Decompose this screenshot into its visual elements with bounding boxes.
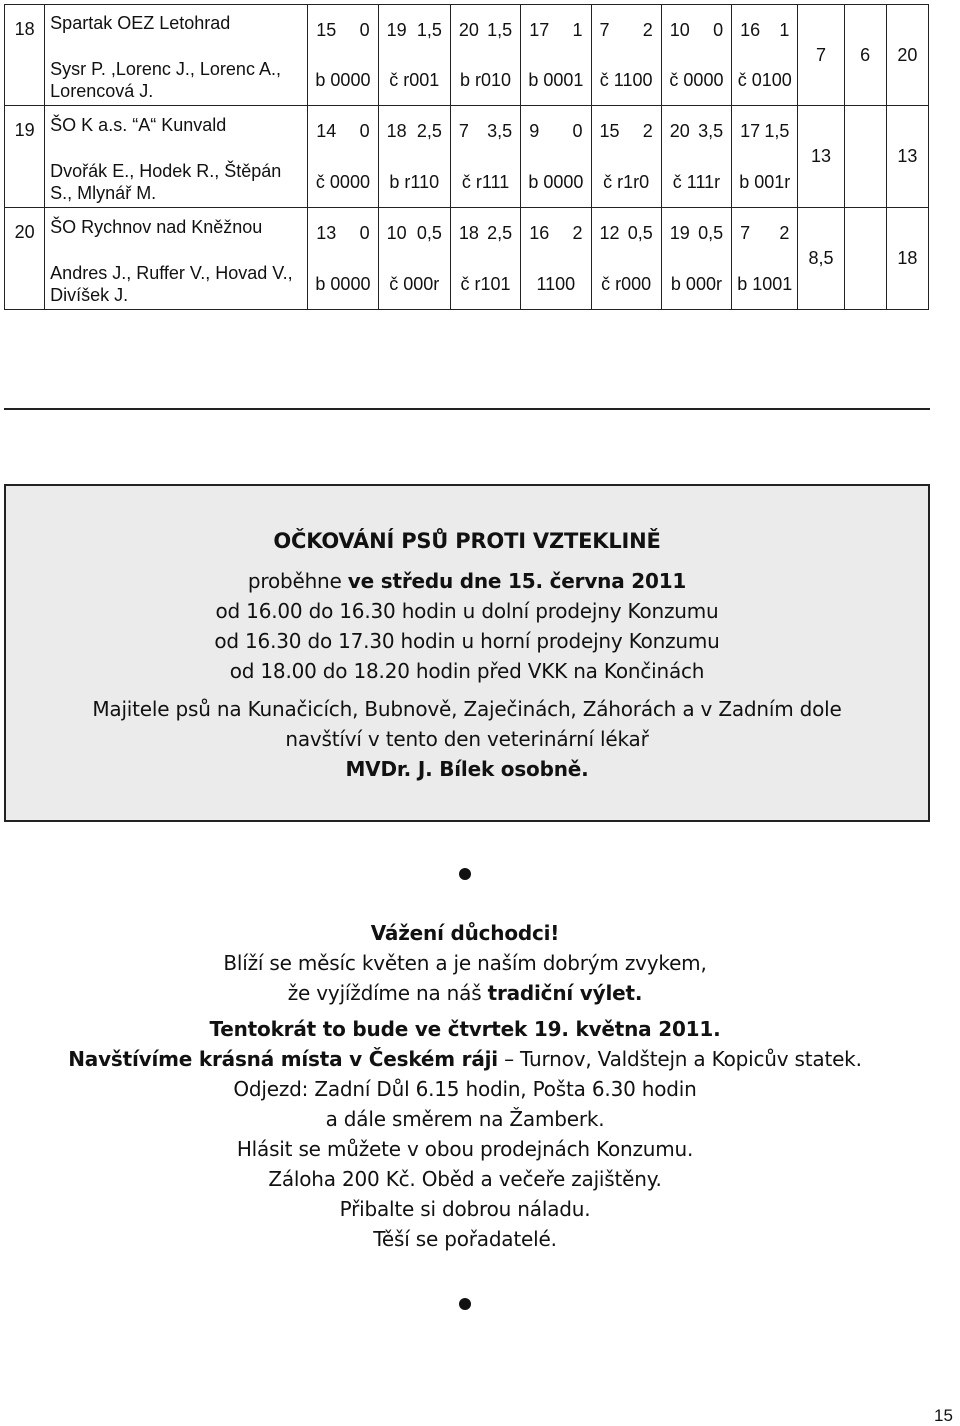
game-points: 7	[458, 121, 469, 141]
game-score: 3,5	[698, 121, 724, 141]
game-cell	[378, 5, 450, 106]
game-code: b 000r	[670, 273, 722, 294]
game-code: b 0000	[315, 273, 371, 294]
game-code: č 000r	[389, 273, 440, 294]
game-code: b 001r	[739, 171, 791, 192]
table-row	[5, 208, 929, 310]
game-score: 2,5	[487, 223, 513, 243]
notice-lead: proběhne ve středu dne 15. června 2011	[247, 569, 687, 593]
game-cell	[450, 208, 520, 310]
game-score: 0	[713, 19, 724, 40]
game-cell	[661, 5, 731, 106]
game-code: č r111	[461, 171, 510, 192]
trip-line1: Blíží se měsíc květen a je naším dobrým zvykem,	[223, 951, 707, 975]
result-cell: 13	[886, 106, 928, 208]
trip-deposit: Záloha 200 Kč. Oběd a večeře zajištěny.	[268, 1167, 662, 1191]
game-code: č r000	[601, 273, 652, 294]
team-cell	[45, 106, 308, 208]
game-cell	[732, 5, 798, 106]
result-cell	[844, 208, 886, 310]
seniors-trip-notice	[0, 918, 930, 1254]
game-code: č 111r	[672, 171, 721, 192]
game-score: 3,5	[487, 121, 513, 141]
game-score: 0	[359, 19, 370, 40]
notice-time-2: od 16.30 do 17.30 hodin u horní prodejny Konzumu	[214, 629, 720, 653]
club-name: ŠO Rychnov nad Kněžnou	[50, 216, 263, 237]
game-cell	[521, 106, 591, 208]
game-code: č r001	[389, 70, 440, 90]
game-points: 20	[458, 19, 479, 40]
result-cell: 18	[886, 208, 928, 310]
trip-signup: Hlásit se můžete v obou prodejnách Konzumu.	[236, 1137, 694, 1161]
game-score: 1,5	[764, 121, 790, 141]
game-points: 16	[740, 19, 761, 40]
result-cell: 7	[798, 5, 844, 106]
trip-mood: Přibalte si dobrou náladu.	[339, 1197, 591, 1221]
trip-departure: Odjezd: Zadní Důl 6.15 hodin, Pošta 6.30 hodin	[233, 1077, 697, 1101]
game-score: 1,5	[487, 19, 513, 40]
bullet-icon	[459, 868, 471, 880]
table-row	[5, 106, 929, 208]
notice-time-1: od 16.00 do 16.30 hodin u dolní prodejny Konzumu	[215, 599, 719, 623]
game-cell	[450, 106, 520, 208]
rank-cell: 20	[5, 208, 45, 310]
result-cell: 13	[798, 106, 844, 208]
game-code: č 0100	[737, 70, 792, 90]
result-cell	[844, 106, 886, 208]
section-divider	[4, 408, 930, 410]
game-points: 18	[458, 223, 479, 243]
game-points: 17	[529, 19, 550, 40]
game-score: 2,5	[416, 121, 442, 141]
game-points: 14	[316, 121, 337, 141]
game-score: 1	[572, 19, 583, 40]
game-points: 20	[669, 121, 690, 141]
game-cell	[591, 5, 661, 106]
game-score: 2	[572, 223, 583, 243]
notice-doctor: MVDr. J. Bílek osobně.	[345, 757, 589, 781]
game-score: 0,5	[416, 223, 442, 243]
game-code: č r1r0	[603, 171, 650, 192]
vaccination-notice	[4, 484, 930, 822]
game-points: 19	[669, 223, 690, 243]
game-score: 2	[642, 19, 653, 40]
game-cell	[591, 208, 661, 310]
game-cell	[732, 208, 798, 310]
game-cell	[661, 208, 731, 310]
game-code: b 1001	[737, 273, 793, 294]
game-cell	[308, 208, 378, 310]
team-cell	[45, 5, 308, 106]
game-points: 10	[386, 223, 407, 243]
club-name: ŠO K a.s. “A“ Kunvald	[50, 114, 227, 135]
game-score: 0,5	[698, 223, 724, 243]
game-code: č 0000	[315, 171, 370, 192]
game-cell	[378, 208, 450, 310]
game-points: 15	[316, 19, 337, 40]
game-code: b 0001	[528, 70, 584, 90]
game-cell	[521, 208, 591, 310]
game-points: 15	[599, 121, 620, 141]
trip-line2: že vyjíždíme na náš tradiční výlet.	[287, 981, 643, 1005]
notice-title: OČKOVÁNÍ PSŮ PROTI VZTEKLINĚ	[273, 529, 661, 553]
game-cell	[308, 106, 378, 208]
game-points: 13	[316, 223, 337, 243]
game-score: 0,5	[627, 223, 653, 243]
trip-organizers: Těší se pořadatelé.	[373, 1227, 557, 1251]
game-code: b r010	[460, 70, 512, 90]
game-score: 0	[572, 121, 583, 141]
player-names: Andres J., Ruffer V., Hovad V., Divíšek J.	[50, 262, 293, 305]
table-row	[5, 5, 929, 106]
game-cell	[378, 106, 450, 208]
game-code: 1100	[536, 273, 576, 294]
game-score: 0	[359, 223, 370, 243]
game-score: 1	[779, 19, 790, 40]
game-score: 1,5	[416, 19, 442, 40]
trip-direction: a dále směrem na Žamberk.	[325, 1107, 605, 1131]
game-points: 12	[599, 223, 620, 243]
game-points: 19	[386, 19, 407, 40]
trip-date: Tentokrát to bude ve čtvrtek 19. května 2011.	[209, 1017, 721, 1041]
game-score: 2	[779, 223, 790, 243]
team-cell	[45, 208, 308, 310]
game-code: č 1100	[599, 70, 653, 90]
result-cell: 20	[886, 5, 928, 106]
notice-time-3: od 18.00 do 18.20 hodin před VKK na Končinách	[229, 659, 705, 683]
page-number: 15	[934, 1406, 953, 1425]
game-code: b 0000	[315, 70, 371, 90]
bullet-icon	[459, 1298, 471, 1310]
results-table	[4, 4, 929, 310]
game-cell	[308, 5, 378, 106]
game-code: b 0000	[528, 171, 584, 192]
game-score: 0	[359, 121, 370, 141]
player-names: Sysr P. ,Lorenc J., Lorenc A., Lorencová J.	[50, 59, 281, 101]
notice-owners: Majitele psů na Kunačicích, Bubnově, Zaječinách, Záhorách a v Zadním dole	[92, 697, 842, 721]
game-cell	[732, 106, 798, 208]
game-cell	[661, 106, 731, 208]
rank-cell: 19	[5, 106, 45, 208]
game-points: 10	[669, 19, 690, 40]
rank-cell: 18	[5, 5, 45, 106]
trip-greeting: Vážení důchodci!	[370, 921, 560, 945]
game-cell	[521, 5, 591, 106]
game-points: 17	[740, 121, 761, 141]
game-cell	[450, 5, 520, 106]
game-code: č r101	[460, 273, 511, 294]
game-code: č 0000	[669, 70, 724, 90]
notice-owners-2: navštíví v tento den veterinární lékař	[285, 727, 649, 751]
game-points: 18	[386, 121, 407, 141]
player-names: Dvořák E., Hodek R., Štěpán S., Mlynář M.	[50, 160, 282, 203]
result-cell: 8,5	[798, 208, 844, 310]
trip-visit: Navštívíme krásná místa v Českém ráji – Turnov, Valdštejn a Kopicův statek.	[68, 1047, 862, 1071]
game-points: 7	[599, 19, 610, 40]
game-code: b r110	[389, 171, 440, 192]
game-score: 2	[642, 121, 653, 141]
game-cell	[591, 106, 661, 208]
game-points: 7	[740, 223, 751, 243]
result-cell: 6	[844, 5, 886, 106]
game-points: 9	[529, 121, 540, 141]
club-name: Spartak OEZ Letohrad	[50, 13, 231, 33]
game-points: 16	[529, 223, 550, 243]
